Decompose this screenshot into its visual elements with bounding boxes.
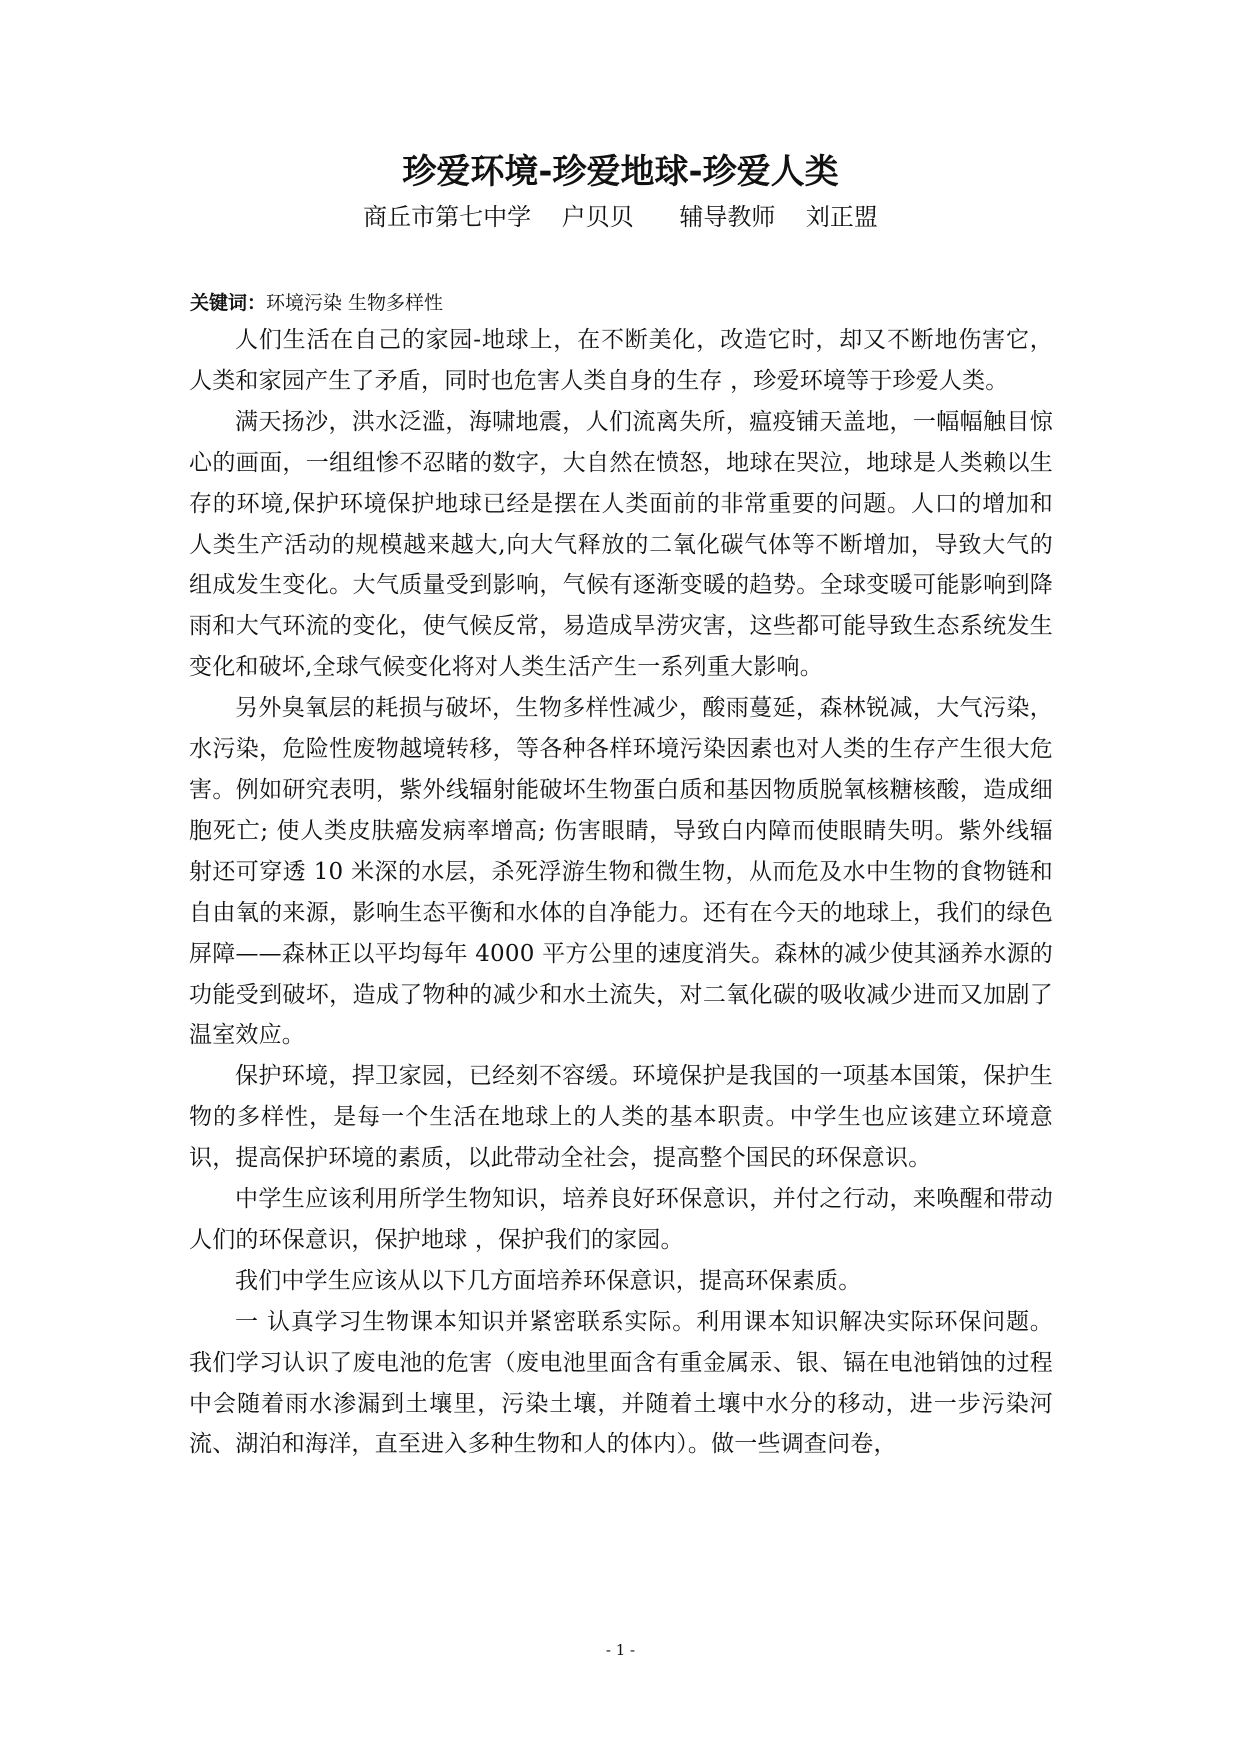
paragraph-aspects: 我们中学生应该从以下几方面培养环保意识，提高环保素质。 <box>235 1267 862 1294</box>
document-title: 珍爱环境-珍爱地球-珍爱人类 <box>402 152 839 192</box>
body-text <box>189 320 1053 1465</box>
paragraph-students: 中学生应该利用所学生物知识，培养良好环保意识，并付之行动，来唤醒和带动人们的环保意识，保护地球 ，保护我们的家园。 <box>189 1186 1053 1253</box>
paragraph-climate: 满天扬沙，洪水泛滥，海啸地震，人们流离失所，瘟疫铺天盖地，一幅幅触目惊心的画面，一组组惨不忍睹的数字，大自然在愤怒，地球在哭泣，地球是人类赖以生存的环境,保护环境保护地球已经是摆在人类面前的非常重要的问题。人口的增加和人类生产活动的规模越来越大,向大气释放的二氧化碳气体等不断增加，导致大气的组成发生变化。大气质量受到影响，气候有逐渐变暖的趋势。全球变暖可能影响到降雨和大气环流的变化，使气候反常，易造成旱涝灾害，这些都可能导致生态系统发生变化和破坏,全球气候变化将对人类生活产生一系列重大影响。 <box>189 408 1053 681</box>
paragraph-intro: 人们生活在自己的家园-地球上，在不断美化，改造它时，却又不断地伤害它，人类和家园产生了矛盾，同时也危害人类自身的生存 ，珍爱环境等于珍爱人类。 <box>189 327 1053 394</box>
paragraph-protection: 保护环境，捍卫家园，已经刻不容缓。环境保护是我国的一项基本国策，保护生物的多样性，是每一个生活在地球上的人类的基本职责。中学生也应该建立环境意识，提高保护环境的素质，以此带动全社会，提高整个国民的环保意识。 <box>189 1063 1053 1172</box>
paragraph-pollution: 另外臭氧层的耗损与破坏，生物多样性减少，酸雨蔓延，森林锐减，大气污染，水污染，危险性废物越境转移，等各种各样环境污染因素也对人类的生存产生很大危害。例如研究表明，紫外线辐射能破坏生物蛋白质和基因物质脱氧核糖核酸，造成细胞死亡; 使人类皮肤癌发病率增高; 伤害眼睛，导致白内障而使眼睛失明。紫外线辐射还可穿透 10 米深的水层，杀死浮游生物和微生物，从而危及水中生物的食物链和自由氧的来源，影响生态平衡和水体的自净能力。还有在今天的地球上，我们的绿色屏障——森林正以平均每年 4000 平方公里的速度消失。森林的减少使其涵养水源的功能受到破坏，造成了物种的减少和水土流失，对二氧化碳的吸收减少进而又加剧了温室效应。 <box>189 695 1053 1049</box>
page-number: - 1 - <box>605 1641 636 1659</box>
paragraph-point-one: 一 认真学习生物课本知识并紧密联系实际。利用课本知识解决实际环保问题。我们学习认识了废电池的危害（废电池里面含有重金属汞、银、镉在电池销蚀的过程中会随着雨水渗漏到土壤里，污染土壤，并随着土壤中水分的移动，进一步污染河流、湖泊和海洋，直至进入多种生物和人的体内）。做一些调查问卷， <box>189 1308 1053 1458</box>
author-byline: 商丘市第七中学 户贝贝 辅导教师 刘正盟 <box>363 203 878 231</box>
keywords-line <box>190 289 443 317</box>
keywords-label: 关键词： <box>190 292 267 314</box>
keywords-value: 环境污染 生物多样性 <box>266 292 444 314</box>
